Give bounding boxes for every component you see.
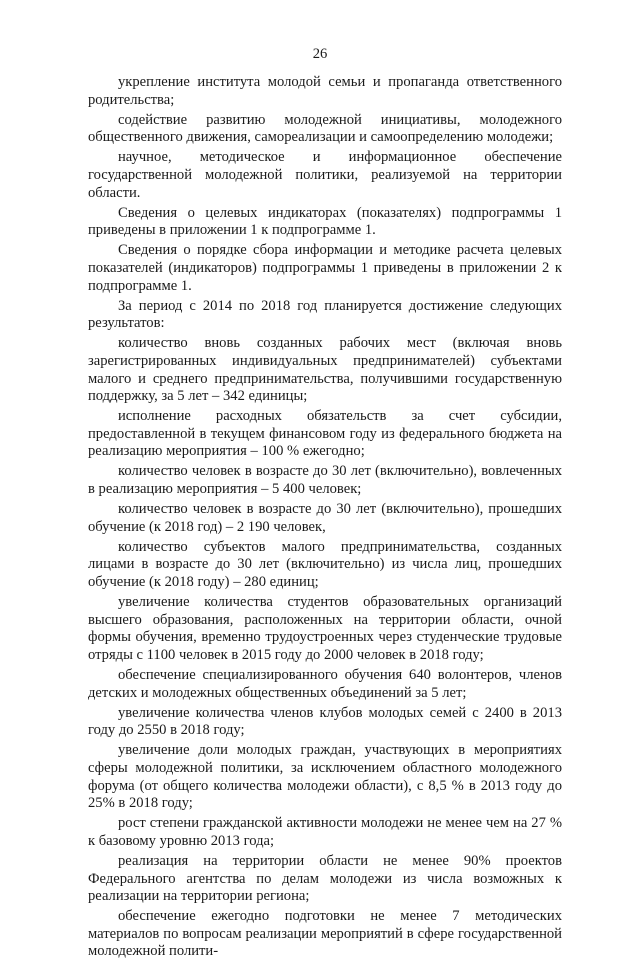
paragraph: увеличение количества членов клубов молодых семей с 2400 в 2013 году до 2550 в 2018 году;: [88, 704, 562, 739]
paragraph: увеличение количества студентов образовательных организаций высшего образования, расположенных на территории области, очной формы обучения, временно трудоустроенных через студенческие трудовые отряды с 1100 человек в 2015 году до 2000 человек в 2018 году;: [88, 594, 562, 663]
paragraph: Сведения о порядке сбора информации и методике расчета целевых показателей (индикаторов) подпрограммы 1 приведены в приложении 2 к подпрограмме 1.: [88, 242, 562, 294]
paragraph: количество субъектов малого предпринимательства, созданных лицами в возрасте до 30 лет (включительно) из числа лиц, прошедших обучение (к 2018 году) – 280 единиц;: [88, 538, 562, 591]
page-number: 26: [312, 46, 328, 62]
paragraph: исполнение расходных обязательств за счет субсидии, предоставленной в текущем финансовом году из федерального бюджета на реализацию мероприятия – 100 % ежегодно;: [88, 408, 562, 460]
paragraph: Сведения о целевых индикаторах (показателях) подпрограммы 1 приведены в приложении 1 к подпрограмме 1.: [88, 204, 562, 239]
paragraph: количество человек в возрасте до 30 лет (включительно), вовлеченных в реализацию мероприятия – 5 400 человек;: [88, 463, 562, 498]
paragraph: содействие развитию молодежной инициативы, молодежного общественного движения, самореализации и самоопределению молодежи;: [88, 111, 562, 146]
paragraph: количество вновь созданных рабочих мест (включая вновь зарегистрированных индивидуальных предпринимателей) субъектами малого и среднего предпринимательства, получившими государственную поддержку, за 5 лет – 342 единицы;: [88, 335, 562, 405]
paragraph: За период с 2014 по 2018 год планируется достижение следующих результатов:: [88, 297, 562, 332]
paragraph: обеспечение специализированного обучения 640 волонтеров, членов детских и молодежных общественных объединений за 5 лет;: [88, 667, 562, 701]
paragraph: рост степени гражданской активности молодежи не менее чем на 27 % к базовому уровню 2013 года;: [88, 815, 562, 849]
paragraph: научное, методическое и информационное обеспечение государственной молодежной политики, реализуемой на территории области.: [88, 149, 562, 201]
paragraph: увеличение доли молодых граждан, участвующих в мероприятиях сферы молодежной политики, за исключением областного молодежного форума (от общего количества молодежи области), с 8,5 % в 2013 году до 25% в 2018 году;: [88, 742, 562, 812]
paragraph: укрепление института молодой семьи и пропаганда ответственного родительства;: [88, 74, 562, 108]
paragraph: количество человек в возрасте до 30 лет (включительно), прошедших обучение (к 2018 год) – 2 190 человек,: [88, 501, 562, 535]
paragraph: реализация на территории области не менее 90% проектов Федерального агентства по делам молодежи из числа возможных к реализации на территории региона;: [88, 852, 562, 905]
document-body: [88, 74, 562, 964]
paragraph: обеспечение ежегодно подготовки не менее 7 методических материалов по вопросам реализации мероприятий в сфере государственной молодежной полити-: [88, 908, 562, 960]
